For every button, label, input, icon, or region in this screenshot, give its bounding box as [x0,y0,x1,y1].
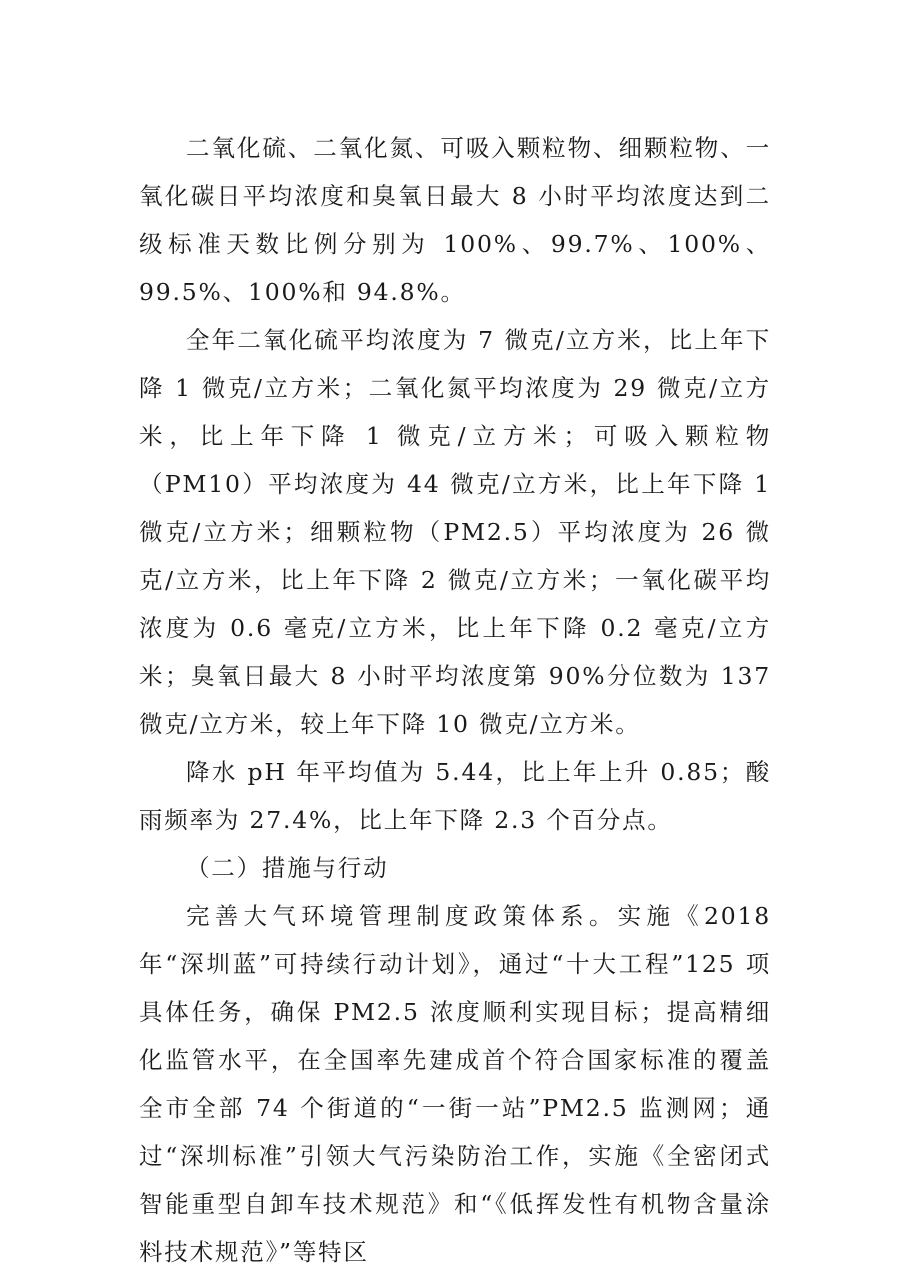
paragraph-annual-concentrations: 全年二氧化硫平均浓度为 7 微克/立方米，比上年下降 1 微克/立方米；二氧化氮平均浓度为 29 微克/立方米，比上年下降 1 微克/立方米；可吸入颗粒物（PM10）平均浓度为 44 微克/立方米，比上年下降 1 微克/立方米；细颗粒物（PM2.5）平均浓度为 26 微克/立方米，比上年下降 2 微克/立方米；一氧化碳平均浓度为 0.6 毫克/立方米，比上年下降 0.2 毫克/立方米；臭氧日最大 8 小时平均浓度第 90%分位数为 137 微克/立方米，较上年下降 10 微克/立方米。 [139,326,771,738]
paragraph-measures: 完善大气环境管理制度政策体系。实施《2018 年“深圳蓝”可持续行动计划》，通过“十大工程”125 项具体任务，确保 PM2.5 浓度顺利实现目标；提高精细化监管水平，在全国率先建成首个符合国家标准的覆盖全市全部 74 个街道的“一街一站”PM2.5 监测网；通过“深圳标准”引领大气污染防治工作，实施《全密闭式智能重型自卸车技术规范》和“《低挥发性有机物含量涂料技术规范》”等特区 [139,902,771,1266]
paragraph-acid-rain: 降水 pH 年平均值为 5.44，比上年上升 0.85；酸雨频率为 27.4%，比上年下降 2.3 个百分点。 [139,758,771,834]
paragraph-standard-days-ratio: 二氧化硫、二氧化氮、可吸入颗粒物、细颗粒物、一氧化碳日平均浓度和臭氧日最大 8 小时平均浓度达到二级标准天数比例分别为 100%、99.7%、100%、99.5%、100%和 94.8%。 [139,134,771,306]
section-heading: （二）措施与行动 [186,854,389,882]
document-body [139,124,771,1276]
